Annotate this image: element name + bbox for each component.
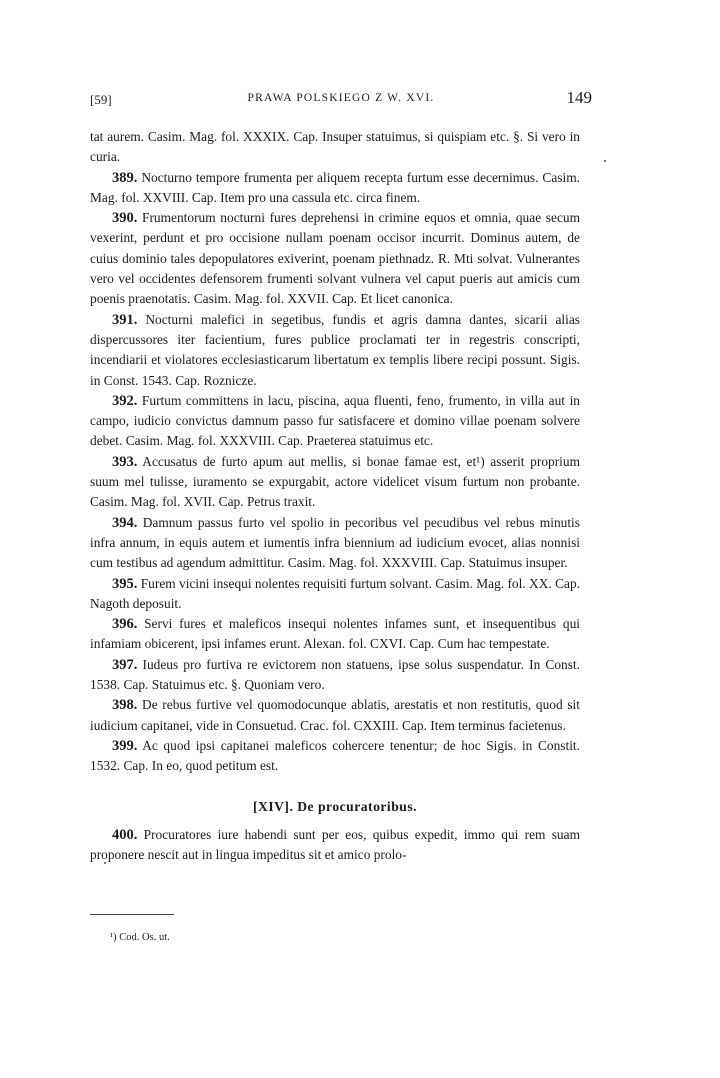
footnote (110, 932, 170, 943)
paragraph-398: 398. De rebus furtive vel quomodocunque ablatis, arestatis et non restitutis, quod sit iudicium capitanei, vide in Consuetud. Crac. fol. CXXIII. Cap. Item terminus facietenus. (90, 697, 580, 733)
page-section-number: [59] (90, 92, 112, 107)
running-header (90, 88, 592, 110)
paragraph-number: 390. (112, 210, 138, 227)
paragraph-392: 392. Furtum committens in lacu, piscina, aqua fluenti, feno, frumento, in villa aut in campo, iudicio convictus damnum passo fur satisfacere et domino villae poenam solvere debet. Casim. Mag. fol. XXXVIII. Cap. Praeterea statuimus etc. (90, 392, 580, 449)
paragraph-number: 399. (112, 737, 138, 754)
main-text (90, 127, 580, 865)
paragraph-390: 390. Frumentorum nocturni fures deprehensi in crimine equos et omnia, quae secum vexerint, perdunt et pro occisione nullam poenam occisor incurrit. Dominus autem, de cuius dominio tales depopulatores exiverint, poenam piethnadz. R. Mti solvat. Vulnerantes vero vel occidentes defensorem frumenti solvant vulnera vel caput pueris aut amicis cum poenis praenotatis. Casim. Mag. fol. XXVII. Cap. Et licet canonica. (90, 210, 580, 307)
paragraph-391: 391. Nocturni malefici in segetibus, fundis et agris damna dantes, sicarii alias dispercussores iter facientium, fures publice proclamati ter in regestris conscripti, incendiarii et violatores ecclesiasticarum libertatum ex templis libere recipi possunt. Sigis. in Const. 1543. Cap. Roznicze. (90, 311, 580, 388)
footnote-marker: ¹) (110, 932, 117, 943)
page-number: 149 (566, 88, 592, 107)
footnote-text: Cod. Os. ut. (116, 932, 170, 943)
paragraph-number: 394. (112, 514, 138, 531)
paragraph-389: 389. Nocturno tempore frumenta per aliquem recepta furtum esse decernimus. Casim. Mag. fol. XXVIII. Cap. Item pro una cassula etc. circa finem. (90, 169, 580, 205)
section-heading: [XIV]. De procuratoribus. (252, 798, 418, 814)
paragraph-number: 400. (112, 826, 138, 843)
paragraph-continued: tat aurem. Casim. Mag. fol. XXXIX. Cap. Insuper statuimus, si quispiam etc. §. Si vero in curia. (90, 129, 580, 165)
paragraph-number: 392. (112, 392, 138, 409)
paragraph-396: 396. Servi fures et maleficos insequi nolentes infames sunt, et insequentibus qui infamiam obicerent, ipsi infames erunt. Alexan. fol. CXVI. Cap. Cum hac tempestate. (90, 616, 580, 652)
running-title: PRAWA POLSKIEGO Z W. XVI. (247, 92, 435, 104)
paragraph-400: 400. Procuratores iure habendi sunt per eos, quibus expedit, immo qui rem suam proponere nescit aut in lingua impeditus sit et amico prolo- (90, 826, 580, 863)
paragraph-number: 396. (112, 616, 138, 633)
paragraph-393: 393. Accusatus de furto apum aut mellis, si bonae famae est, et¹) asserit proprium suum mel tulisse, iuramento se expurgabit, actore videlicet visum furtum non probante. Casim. Mag. fol. XVII. Cap. Petrus traxit. (90, 453, 580, 510)
paragraph-number: 391. (112, 311, 138, 328)
paragraph-number: 398. (112, 697, 138, 714)
paragraph-number: 395. (112, 575, 138, 592)
paragraph-number: 389. (112, 169, 138, 186)
print-speck (104, 862, 106, 864)
paragraph-395: 395. Furem vicini insequi nolentes requisiti furtum solvant. Casim. Mag. fol. XX. Cap. Nagoth deposuit. (90, 575, 580, 611)
footnote-separator (90, 914, 174, 915)
print-speck (604, 160, 606, 162)
paragraph-number: 393. (112, 453, 138, 470)
paragraph-number: 397. (112, 656, 138, 673)
paragraph-394: 394. Damnum passus furto vel spolio in pecoribus vel pecudibus vel rebus minutis infra annum, in equis autem et iumentis infra biennium ad iudicium evocet, alias nonnisi cum testibus ad agendum admittitur. Casim. Mag. fol. XXXVIII. Cap. Statuimus insuper. (90, 514, 580, 571)
paragraph-397: 397. Iudeus pro furtiva re evictorem non statuens, ipse solus suspendatur. In Const. 1538. Cap. Statuimus etc. §. Quoniam vero. (90, 656, 580, 693)
paragraph-399: 399. Ac quod ipsi capitanei maleficos cohercere tenentur; de hoc Sigis. in Constit. 1532. Cap. In eo, quod petitum est. (90, 737, 580, 774)
